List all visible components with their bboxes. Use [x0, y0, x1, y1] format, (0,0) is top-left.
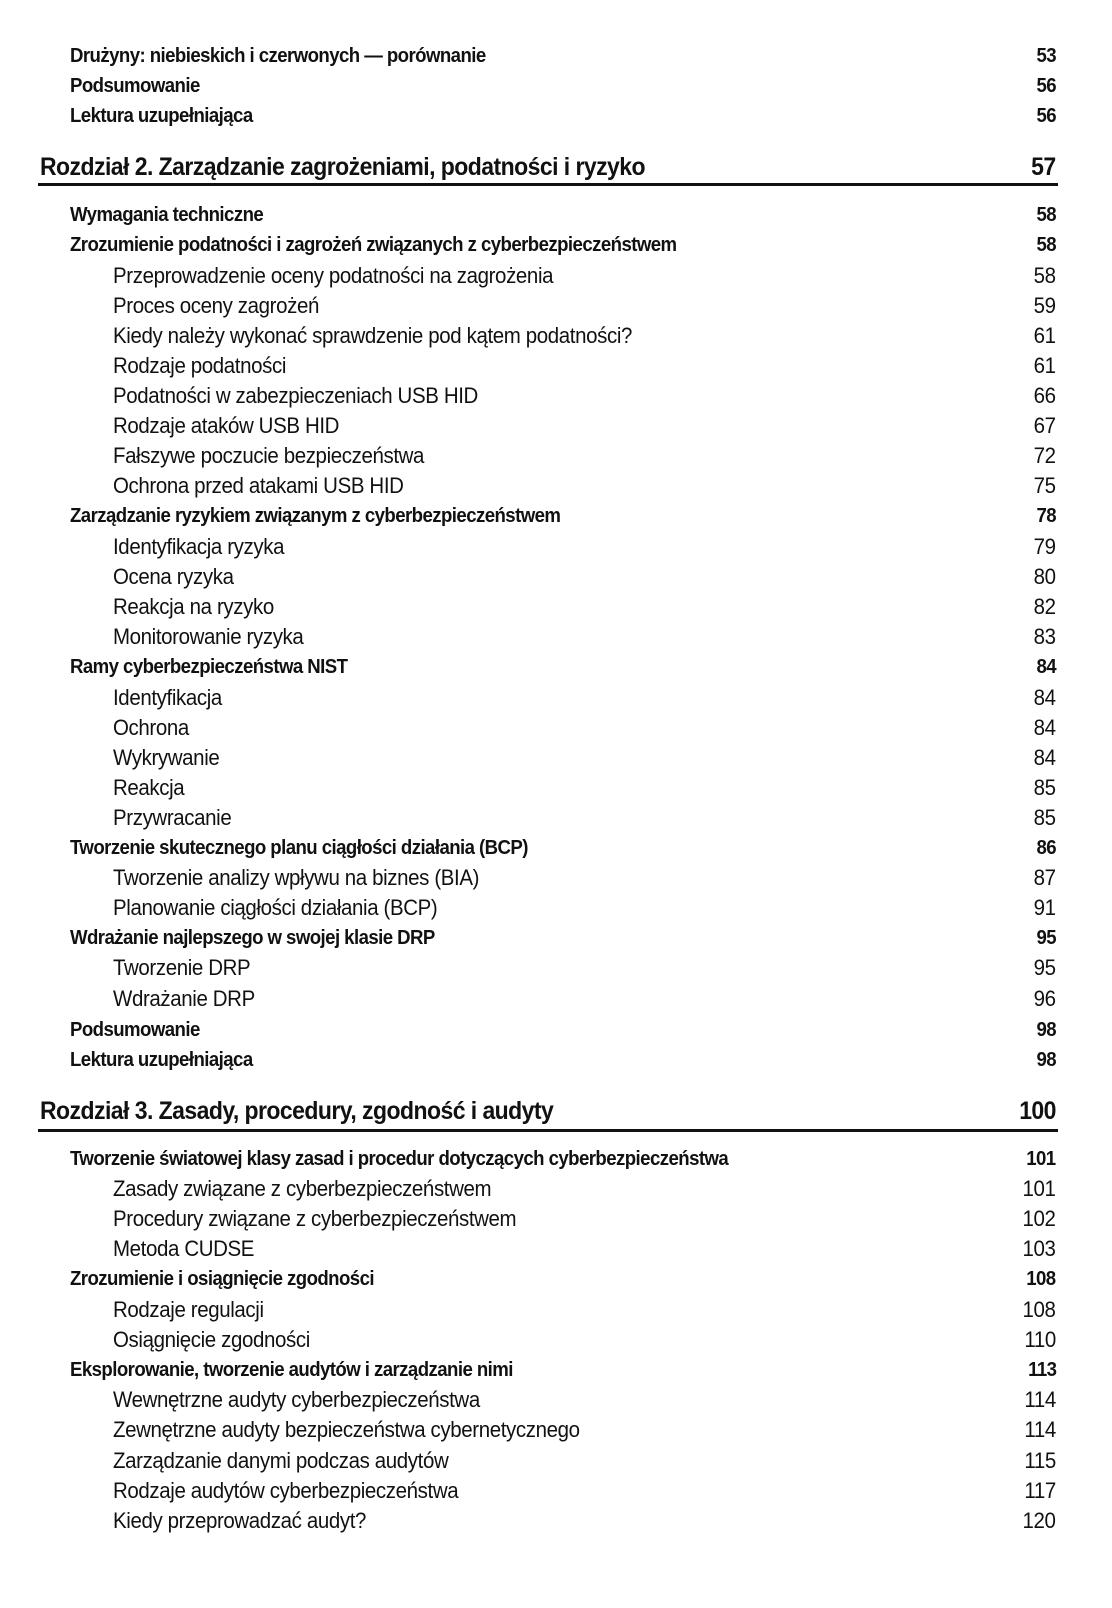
- toc-entry[interactable]: [0, 101, 1112, 131]
- toc-entry-title: Wewnętrzne audyty cyberbezpieczeństwa: [113, 1387, 480, 1412]
- toc-entry-page: 115: [1024, 1448, 1056, 1473]
- toc-entry-title: Tworzenie analizy wpływu na biznes (BIA): [113, 865, 480, 890]
- toc-entry-page: 95: [1036, 927, 1056, 949]
- toc-entry-title: Planowanie ciągłości działania (BCP): [113, 895, 438, 920]
- toc-entry-title: Fałszywe poczucie bezpieczeństwa: [113, 443, 425, 468]
- toc-entry[interactable]: [0, 200, 1112, 230]
- toc-subentry[interactable]: [0, 411, 1112, 441]
- toc-entry-page: 58: [1036, 234, 1056, 256]
- toc-subentry[interactable]: [0, 1506, 1112, 1536]
- toc-entry-title: Zewnętrzne audyty bezpieczeństwa cybernetycznego: [113, 1417, 580, 1442]
- toc-entry-title: Zrozumienie i osiągnięcie zgodności: [70, 1268, 374, 1290]
- toc-entry-page: 84: [1033, 715, 1056, 740]
- toc-entry-title: Procedury związane z cyberbezpieczeństwem: [113, 1206, 517, 1231]
- chapter-page: 100: [1019, 1097, 1056, 1125]
- toc-entry-page: 72: [1033, 443, 1056, 468]
- toc-entry-page: 114: [1024, 1387, 1056, 1412]
- toc-subentry[interactable]: [0, 351, 1112, 381]
- toc-subentry[interactable]: [0, 953, 1112, 983]
- toc-entry-title: Proces oceny zagrożeń: [113, 293, 320, 318]
- toc-subentry[interactable]: [0, 713, 1112, 743]
- toc-subentry[interactable]: [0, 773, 1112, 803]
- toc-entry[interactable]: [0, 1264, 1112, 1294]
- toc-entry-page: 79: [1033, 534, 1056, 559]
- toc-entry-title: Identyfikacja ryzyka: [113, 534, 285, 559]
- toc-entry[interactable]: [0, 923, 1112, 953]
- toc-entry-title: Reakcja na ryzyko: [113, 594, 274, 619]
- toc-entry-title: Rodzaje regulacji: [113, 1297, 264, 1322]
- toc-entry-title: Wdrażanie najlepszego w swojej klasie DRP: [70, 927, 435, 949]
- toc-entry-title: Osiągnięcie zgodności: [113, 1327, 310, 1352]
- toc-entry-title: Ochrona: [113, 715, 189, 740]
- toc-entry[interactable]: [0, 1045, 1112, 1075]
- toc-subentry[interactable]: [0, 1204, 1112, 1234]
- toc-entry-page: 114: [1024, 1417, 1056, 1442]
- toc-entry-title: Eksplorowanie, tworzenie audytów i zarządzanie nimi: [70, 1359, 513, 1381]
- toc-entry-title: Monitorowanie ryzyka: [113, 624, 304, 649]
- toc-subentry[interactable]: [0, 984, 1112, 1014]
- toc-entry-page: 120: [1022, 1508, 1056, 1533]
- toc-entry-title: Przeprowadzenie oceny podatności na zagrożenia: [113, 263, 554, 288]
- toc-entry-page: 98: [1036, 1019, 1056, 1041]
- chapter-title: Rozdział 3. Zasady, procedury, zgodność i audyty: [40, 1097, 554, 1125]
- toc-entry-title: Zarządzanie danymi podczas audytów: [113, 1448, 449, 1473]
- toc-entry-page: 84: [1036, 656, 1056, 678]
- toc-subentry[interactable]: [0, 863, 1112, 893]
- toc-entry-title: Kiedy przeprowadzać audyt?: [113, 1508, 367, 1533]
- toc-entry[interactable]: [0, 1015, 1112, 1045]
- chapter-heading[interactable]: [0, 149, 1112, 185]
- toc-entry-title: Zasady związane z cyberbezpieczeństwem: [113, 1176, 492, 1201]
- toc-entry-title: Podatności w zabezpieczeniach USB HID: [113, 383, 478, 408]
- toc-entry-page: 58: [1033, 263, 1056, 288]
- toc-subentry[interactable]: [0, 893, 1112, 923]
- chapter-heading[interactable]: [0, 1093, 1112, 1129]
- toc-entry-page: 108: [1026, 1268, 1056, 1290]
- toc-entry-page: 101: [1022, 1176, 1056, 1201]
- chapter-rule: [38, 1129, 1058, 1132]
- toc-entry-page: 102: [1022, 1206, 1056, 1231]
- toc-subentry[interactable]: [0, 291, 1112, 321]
- toc-entry-page: 84: [1033, 685, 1056, 710]
- toc-subentry[interactable]: [0, 1415, 1112, 1445]
- toc-entry-title: Zarządzanie ryzykiem związanym z cyberbezpieczeństwem: [70, 505, 561, 527]
- toc-entry-title: Drużyny: niebieskich i czerwonych — porównanie: [70, 45, 486, 67]
- toc-entry-page: 113: [1027, 1359, 1056, 1381]
- chapter-title: Rozdział 2. Zarządzanie zagrożeniami, podatności i ryzyko: [40, 153, 646, 181]
- toc-subentry[interactable]: [0, 441, 1112, 471]
- toc-subentry[interactable]: [0, 622, 1112, 652]
- toc-subentry[interactable]: [0, 743, 1112, 773]
- toc-entry-title: Lektura uzupełniająca: [70, 1049, 253, 1071]
- toc-entry-page: 82: [1033, 594, 1056, 619]
- toc-entry[interactable]: [0, 71, 1112, 101]
- toc-entry-page: 87: [1033, 865, 1056, 890]
- toc-entry-page: 101: [1026, 1148, 1056, 1170]
- toc-entry-title: Rodzaje podatności: [113, 353, 287, 378]
- toc-entry-title: Podsumowanie: [70, 1019, 200, 1041]
- toc-entry-page: 78: [1036, 505, 1056, 527]
- chapter-rule: [38, 183, 1058, 186]
- chapter-page: 57: [1031, 153, 1056, 181]
- toc-subentry[interactable]: [0, 803, 1112, 833]
- toc-entry-title: Wymagania techniczne: [70, 204, 264, 226]
- toc-entry-page: 66: [1033, 383, 1056, 408]
- toc-subentry[interactable]: [0, 1234, 1112, 1264]
- toc-entry[interactable]: [0, 501, 1112, 531]
- toc-entry-page: 110: [1024, 1327, 1056, 1352]
- toc-entry-page: 95: [1033, 955, 1056, 980]
- toc-subentry[interactable]: [0, 1325, 1112, 1355]
- toc-entry-page: 53: [1036, 45, 1056, 67]
- toc-entry-title: Wdrażanie DRP: [113, 986, 255, 1011]
- toc-subentry[interactable]: [0, 1385, 1112, 1415]
- toc-entry-title: Rodzaje ataków USB HID: [113, 413, 340, 438]
- toc-entry-title: Ocena ryzyka: [113, 564, 234, 589]
- toc-entry-page: 58: [1036, 204, 1056, 226]
- toc-entry-page: 91: [1033, 895, 1056, 920]
- toc-entry-title: Reakcja: [113, 775, 185, 800]
- toc-entry[interactable]: [0, 1355, 1112, 1385]
- toc-subentry[interactable]: [0, 1174, 1112, 1204]
- toc-entry-page: 85: [1033, 805, 1056, 830]
- toc-entry[interactable]: [0, 833, 1112, 863]
- toc-entry-page: 61: [1033, 323, 1056, 348]
- toc-entry-page: 80: [1033, 564, 1056, 589]
- toc-entry[interactable]: [0, 230, 1112, 260]
- toc-subentry[interactable]: [0, 592, 1112, 622]
- toc-entry-title: Lektura uzupełniająca: [70, 105, 253, 127]
- toc-entry-title: Zrozumienie podatności i zagrożeń związanych z cyberbezpieczeństwem: [70, 234, 677, 256]
- toc-entry-page: 56: [1036, 75, 1056, 97]
- toc-entry-page: 61: [1033, 353, 1056, 378]
- toc-entry-page: 85: [1033, 775, 1056, 800]
- toc-entry-title: Ochrona przed atakami USB HID: [113, 473, 404, 498]
- toc-entry-page: 59: [1033, 293, 1056, 318]
- toc-subentry[interactable]: [0, 562, 1112, 592]
- toc-entry-page: 86: [1036, 837, 1056, 859]
- toc-subentry[interactable]: [0, 1295, 1112, 1325]
- toc-entry-page: 84: [1033, 745, 1056, 770]
- toc-entry-title: Metoda CUDSE: [113, 1236, 255, 1261]
- toc-entry-page: 117: [1024, 1478, 1056, 1503]
- toc-entry-page: 67: [1033, 413, 1056, 438]
- toc-entry-page: 75: [1033, 473, 1056, 498]
- toc-entry-title: Tworzenie DRP: [113, 955, 251, 980]
- toc-entry-title: Tworzenie światowej klasy zasad i procedur dotyczących cyberbezpieczeństwa: [70, 1148, 729, 1170]
- toc-entry-title: Wykrywanie: [113, 745, 220, 770]
- toc-entry-page: 108: [1022, 1297, 1056, 1322]
- toc-entry[interactable]: [0, 652, 1112, 682]
- toc-entry-title: Ramy cyberbezpieczeństwa NIST: [70, 656, 348, 678]
- toc-subentry[interactable]: [0, 1446, 1112, 1476]
- toc-entry-page: 103: [1022, 1236, 1056, 1261]
- toc-subentry[interactable]: [0, 683, 1112, 713]
- toc-entry-page: 56: [1036, 105, 1056, 127]
- toc-entry-title: Identyfikacja: [113, 685, 222, 710]
- toc-subentry[interactable]: [0, 381, 1112, 411]
- toc-subentry[interactable]: [0, 321, 1112, 351]
- toc-entry-page: 96: [1033, 986, 1056, 1011]
- toc-subentry[interactable]: [0, 532, 1112, 562]
- toc-entry-title: Kiedy należy wykonać sprawdzenie pod kątem podatności?: [113, 323, 633, 348]
- toc-subentry[interactable]: [0, 1476, 1112, 1506]
- toc-entry[interactable]: [0, 41, 1112, 71]
- toc-entry[interactable]: [0, 1144, 1112, 1174]
- toc-entry-page: 98: [1036, 1049, 1056, 1071]
- toc-entry-title: Przywracanie: [113, 805, 232, 830]
- toc-entry-title: Tworzenie skutecznego planu ciągłości działania (BCP): [70, 837, 528, 859]
- toc-subentry[interactable]: [0, 471, 1112, 501]
- toc-entry-page: 83: [1033, 624, 1056, 649]
- toc-entry-title: Rodzaje audytów cyberbezpieczeństwa: [113, 1478, 459, 1503]
- toc-subentry[interactable]: [0, 261, 1112, 291]
- toc-entry-title: Podsumowanie: [70, 75, 200, 97]
